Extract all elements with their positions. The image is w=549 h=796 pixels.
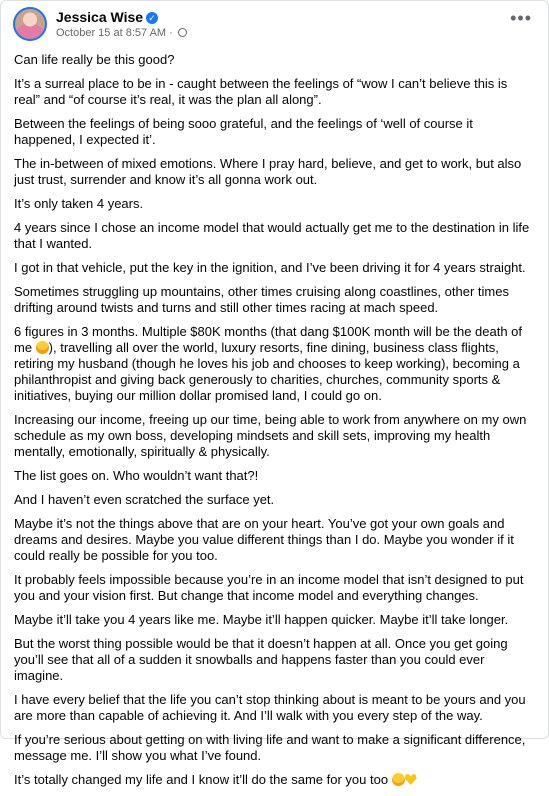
laughing-emoji-icon — [36, 341, 49, 354]
post-paragraph: I got in that vehicle, put the key in the ignition, and I’ve been driving it for 4 years straight. — [14, 260, 526, 275]
verified-badge-icon: ✓ — [146, 12, 158, 24]
post-paragraph: Can life really be this good? — [14, 52, 175, 67]
smiling-emoji-icon — [392, 773, 405, 786]
post-paragraph: Increasing our income, freeing up our time, being able to work from anywhere on my own schedule as my own boss, developing mindsets and skill sets, improving my health mentally, emotionally, spiritually & physically. — [14, 412, 527, 459]
post-paragraph: And I haven’t even scratched the surface yet. — [14, 492, 275, 507]
post-paragraph: Maybe it’ll take you 4 years like me. Maybe it’ll happen quicker. Maybe it’ll take longer. — [14, 612, 509, 627]
author-name-line — [56, 9, 158, 25]
post-header — [13, 7, 536, 43]
paragraph-part: ), travelling all over the world, luxury resorts, fine dining, business class flights, retiring my husband (though he loves his job and chooses to keep working), becoming a philanthropist and giving back generously to charities, churches, community sports & initiatives, buying our million dollar promised land, I could go on. — [14, 340, 520, 403]
post-paragraph: The list goes on. Who wouldn’t want that?! — [14, 468, 259, 483]
post-paragraph: It’s only taken 4 years. — [14, 196, 144, 211]
paragraph-part: It’s totally changed my life and I know it’ll do the same for you too — [14, 772, 392, 787]
author-name[interactable]: Jessica Wise — [56, 9, 144, 25]
post-paragraph: It probably feels impossible because you’re in an income model that isn’t designed to put you and your vision first. But change that income model and everything changes. — [14, 572, 524, 603]
globe-icon — [178, 28, 187, 37]
post-paragraph: But the worst thing possible would be that it doesn’t happen at all. Once you get going you’ll see that all of a sudden it snowballs and happens faster than you could ever imagine. — [14, 636, 508, 683]
post-date[interactable]: October 15 at 8:57 AM — [56, 27, 167, 39]
yellow-heart-icon — [405, 774, 417, 785]
post-paragraph: Sometimes struggling up mountains, other times cruising along coastlines, other times drifting around twists and turns and still other times racing at mach speed. — [14, 284, 509, 315]
post-paragraph: I have every belief that the life you can’t stop thinking about is meant to be yours and you are more than capable of achieving it. And I’ll walk with you every step of the way. — [14, 692, 526, 723]
post-paragraph — [14, 772, 536, 788]
avatar[interactable] — [13, 7, 47, 41]
post-paragraph: It’s a surreal place to be in - caught between the feelings of “wow I can’t believe this is real” and “of course it’s real, it was the plan all along”. — [14, 76, 508, 107]
post-paragraph: If you’re serious about getting on with living life and want to make a significant difference, message me. I’ll show you what I’ve found. — [14, 732, 526, 763]
more-options-icon[interactable]: ••• — [510, 8, 532, 28]
post-paragraph: Between the feelings of being sooo grateful, and the feelings of ‘well of course it happened, I expected it’. — [14, 116, 473, 147]
post-paragraph — [14, 324, 536, 404]
paragraph-part: 6 figures in 3 months. Multiple $80K months (that dang $100K month will be the death of me — [14, 324, 523, 355]
post-paragraph: Maybe it’s not the things above that are on your heart. You’ve got your own goals and dreams and desires. Maybe you value different things than I do. Maybe you wonder if it could really be possible for you too. — [14, 516, 514, 563]
post-meta: October 15 at 8:57 AM · — [56, 27, 187, 39]
post-paragraph: The in-between of mixed emotions. Where I pray hard, believe, and get to work, but also just trust, surrender and know it’s all gonna work out. — [14, 156, 522, 187]
post-paragraph: 4 years since I chose an income model that would actually get me to the destination in life that I wanted. — [14, 220, 530, 251]
post-body — [14, 52, 536, 796]
